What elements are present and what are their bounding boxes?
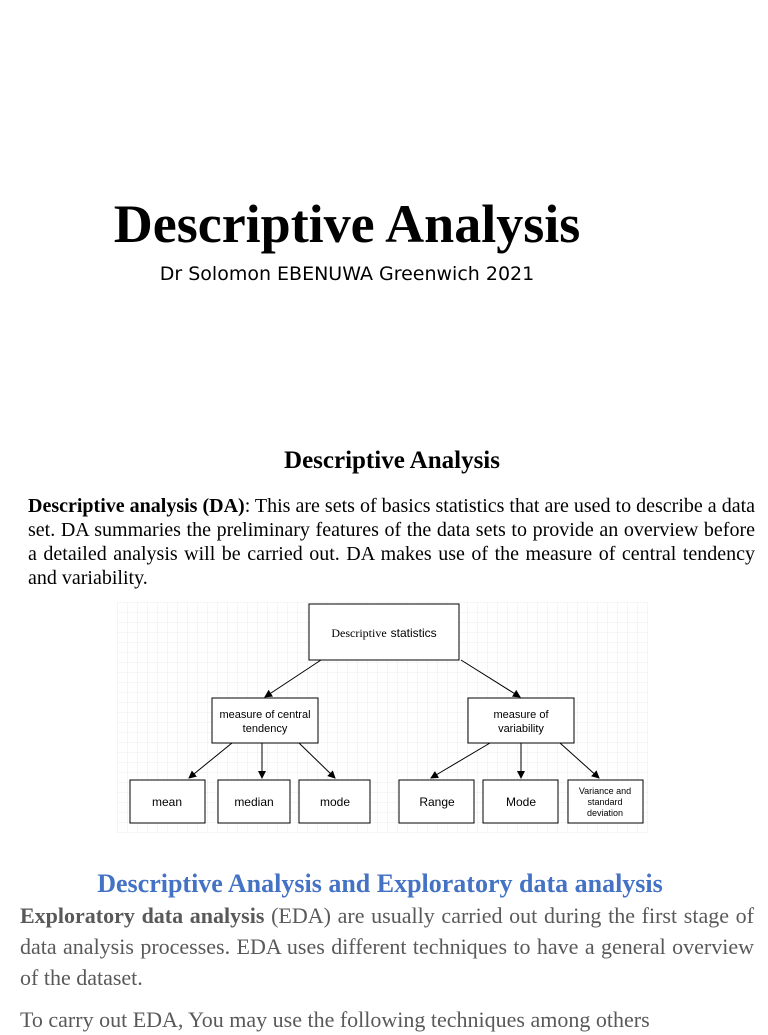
node-mode-variability	[483, 780, 558, 823]
intro-paragraph	[28, 494, 755, 590]
slide-title: Descriptive Analysis	[113, 194, 581, 254]
node-mode-central-label: mode	[319, 795, 351, 809]
descriptive-statistics-diagram	[117, 602, 648, 833]
node-mode-central	[299, 780, 370, 823]
section-heading: Descriptive Analysis	[284, 447, 500, 474]
node-variability	[468, 698, 574, 743]
intro-term: Descriptive analysis (DA)	[28, 495, 245, 517]
slide-subtitle: Dr Solomon EBENUWA Greenwich 2021	[159, 263, 535, 285]
node-variability-line2: variability	[498, 723, 544, 735]
node-central-line1: measure of central	[219, 709, 311, 721]
node-root-word1: Descriptive	[331, 626, 387, 640]
eda-text: (EDA) are usually carried out during the first stage of data analysis processes. EDA uses different techniques to have a general overview of the dataset.	[20, 903, 754, 990]
node-range	[399, 780, 474, 823]
node-mean	[130, 780, 205, 823]
node-variance-line1: Variance and	[578, 786, 632, 796]
node-descriptive-statistics	[309, 604, 459, 660]
node-median-label: median	[234, 795, 274, 809]
node-variance-std	[568, 780, 643, 823]
node-mean-label: mean	[151, 795, 183, 809]
node-central-line2: tendency	[242, 723, 288, 735]
node-mode-variability-label: Mode	[505, 795, 537, 809]
node-range-label: Range	[419, 795, 455, 809]
node-central-tendency	[212, 698, 318, 743]
intro-text: : This are sets of basics statistics that are used to describe a data set. DA summaries the preliminary features of the data sets to provide an overview before a detailed analysis will be carried out. DA makes use of the measure of central tendency and variability.	[28, 495, 756, 589]
node-median	[218, 780, 290, 823]
eda-paragraph	[20, 900, 754, 993]
node-variance-line3: deviation	[586, 808, 624, 818]
svg-text:Descriptivestatistics	[331, 626, 436, 640]
eda-paragraph-2: To carry out EDA, You may use the following techniques among others	[20, 1007, 650, 1032]
node-variance-line2: standard	[587, 797, 623, 807]
eda-term: Exploratory data analysis	[20, 903, 265, 928]
node-root-word2: statistics	[390, 626, 437, 640]
node-variability-line1: measure of	[493, 709, 549, 721]
eda-heading: Descriptive Analysis and Exploratory data analysis	[97, 869, 663, 898]
